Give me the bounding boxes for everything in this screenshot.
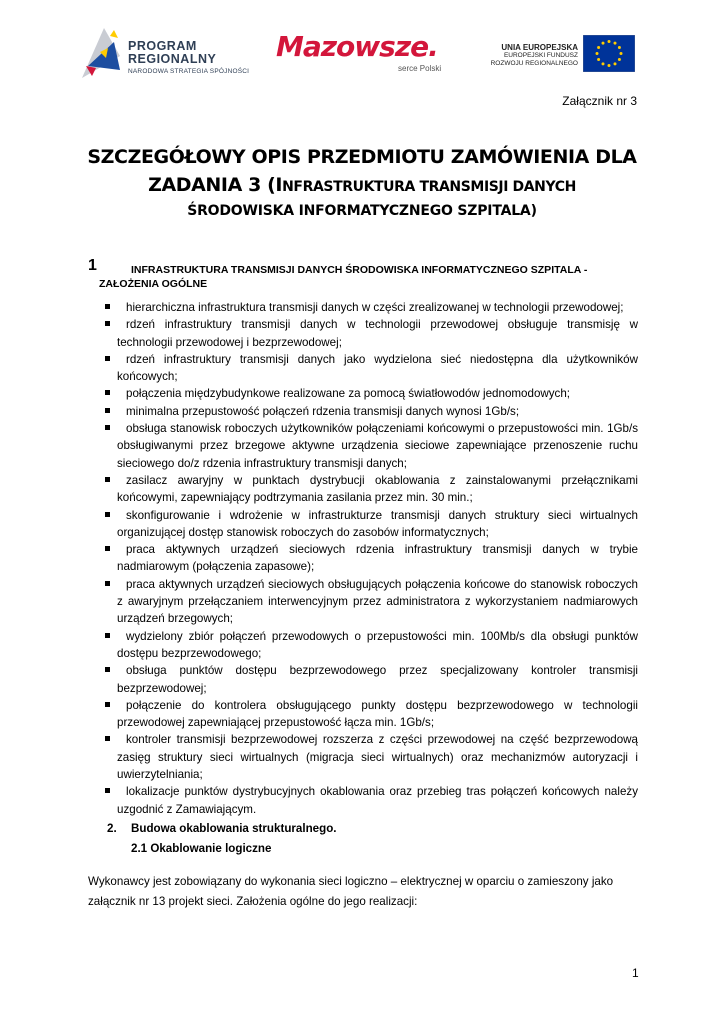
eu-logo-text bbox=[482, 43, 578, 67]
list-item bbox=[102, 576, 638, 628]
list-item bbox=[102, 403, 638, 420]
list-item bbox=[102, 299, 638, 316]
bullet-square-icon bbox=[105, 304, 110, 309]
regionalny-line: REGIONALNY bbox=[128, 52, 217, 66]
section2-title: Budowa okablowania strukturalnego. bbox=[131, 822, 337, 835]
list-item-text: połączenia międzybudynkowe realizowane za pomocą światłowodów jednomodowych; bbox=[126, 387, 571, 401]
mazowsze-logo bbox=[276, 30, 456, 76]
section2-heading bbox=[107, 822, 337, 835]
bullet-square-icon bbox=[105, 667, 110, 672]
bullet-square-icon bbox=[105, 390, 110, 395]
program-regionalny-emblem-icon bbox=[80, 26, 126, 82]
strategy-line: NARODOWA STRATEGIA SPÓJNOŚCI bbox=[128, 68, 250, 75]
list-item bbox=[102, 662, 638, 697]
list-item-text: minimalna przepustowość połączeń rdzenia transmisji danych wynosi 1Gb/s; bbox=[126, 404, 520, 418]
page-number: 1 bbox=[632, 966, 639, 980]
list-item-text: wydzielony zbiór połączeń przewodowych o przepustowości min. 100Mb/s dla obsługi punktów dostępu bezprzewodowego; bbox=[117, 629, 638, 660]
bullet-square-icon bbox=[105, 408, 110, 413]
list-item-text: zasilacz awaryjny w punktach dystrybucji okablowania z zainstalowanymi przełącznikami końcowymi, zapewniający podtrzymania zasilania przez min. 30 min.; bbox=[117, 473, 638, 505]
list-item bbox=[102, 697, 638, 732]
mazowsze-wordmark: Mazowsze. bbox=[276, 30, 438, 63]
bullet-square-icon bbox=[105, 356, 110, 361]
eu-line1: UNIA EUROPEJSKA bbox=[501, 43, 578, 52]
list-item bbox=[102, 385, 638, 402]
list-item bbox=[102, 731, 638, 783]
list-item bbox=[102, 541, 638, 576]
bullet-square-icon bbox=[105, 477, 110, 482]
list-item bbox=[102, 420, 638, 472]
bullet-square-icon bbox=[105, 788, 110, 793]
list-item-text: połączenie do kontrolera obsługującego punkty dostępu bezprzewodowego w technologii przewodowej zapewniającej przepustowość łącza min. 1Gb/s; bbox=[117, 698, 638, 730]
list-item-text: praca aktywnych urządzeń sieciowych rdzenia infrastruktury transmisji danych w trybie nadmiarowym (połączenia zapasowe); bbox=[117, 543, 638, 574]
bullet-square-icon bbox=[105, 736, 110, 741]
mazowsze-tagline: serce Polski bbox=[398, 64, 442, 73]
list-item-text: lokalizacje punktów dystrybucyjnych okablowania oraz przebieg tras połączeń końcowych należy uzgodnić z Zamawiającym. bbox=[117, 785, 638, 816]
bullet-square-icon bbox=[105, 321, 110, 326]
section2-number: 2. bbox=[107, 822, 117, 835]
list-item bbox=[102, 472, 638, 507]
list-item bbox=[102, 783, 638, 818]
requirements-list bbox=[102, 299, 638, 818]
list-item bbox=[102, 628, 638, 663]
list-item-text: praca aktywnych urządzeń sieciowych obsługujących połączenia końcowe do stanowisk roboczych z awaryjnym przełączaniem interwencyjnym przez administratora z wykorzystaniem nadmiarowych urządzeń brzegowych; bbox=[117, 577, 638, 626]
program-regionalny-text bbox=[128, 40, 249, 75]
list-item-text: obsługa stanowisk roboczych użytkowników połączeniami końcowymi o przepustowości min. 1Gb/s obsługiwanymi przez brzegowe aktywne urządzenia sieciowe zapewniające przenoszenie ruchu sieciowego do/z rdzenia infrastruktury transmisji danych; bbox=[117, 422, 638, 470]
title-line2-part-b: NFRASTRUKTURA TRANSMISJI DANYCH bbox=[282, 179, 576, 195]
program-line: PROGRAM bbox=[128, 39, 197, 53]
list-item bbox=[102, 316, 638, 351]
eu-line3: ROZWOJU REGIONALNEGO bbox=[490, 59, 578, 67]
eu-line2: EUROPEJSKI FUNDUSZ bbox=[503, 52, 578, 59]
subsection-heading: 2.1 Okablowanie logiczne bbox=[131, 842, 272, 855]
document-title-line1: SZCZEGÓŁOWY OPIS PRZEDMIOTU ZAMÓWIENIA DLA bbox=[87, 146, 637, 168]
annex-label: Załącznik nr 3 bbox=[562, 94, 637, 108]
bullet-square-icon bbox=[105, 633, 110, 638]
section2-paragraph: Wykonawcy jest zobowiązany do wykonania sieci logiczno – elektrycznej w oparciu o zamieszony jako załącznik nr 13 projekt sieci. Założenia ogólne do jego realizacji: bbox=[88, 875, 614, 908]
list-item-text: rdzeń infrastruktury transmisji danych w technologii przewodowej obsługuje transmisję w technologii przewodowej i bezprzewodowej; bbox=[117, 318, 638, 349]
bullet-square-icon bbox=[105, 425, 110, 430]
list-item-text: hierarchiczna infrastruktura transmisji danych w części zrealizowanej w technologii przewodowej; bbox=[126, 301, 624, 314]
bullet-square-icon bbox=[105, 546, 110, 551]
list-item-text: obsługa punktów dostępu bezprzewodowego przez specjalizowany kontroler transmisji bezprzewodowej; bbox=[117, 664, 638, 695]
section1-title: INFRASTRUKTURA TRANSMISJI DANYCH ŚRODOWISKA INFORMATYCZNEGO SZPITALA - bbox=[131, 264, 588, 276]
document-title-line2 bbox=[60, 174, 664, 196]
list-item-text: skonfigurowanie i wdrożenie w infrastrukturze transmisji danych struktury sieci wirtualnych organizującej dostęp stanowisk roboczych do zasobów informatycznych; bbox=[117, 508, 638, 539]
list-item-text: kontroler transmisji bezprzewodowej rozszerza z części przewodowej na część bezprzewodową zasięg struktury sieci wirtualnych (migracja sieci wirtualnych) oraz mechanizmów autoryzacji i uwierzytelniania; bbox=[117, 733, 638, 782]
eu-flag-icon bbox=[583, 35, 635, 72]
title-line2-part-a: ZADANIA 3 (I bbox=[148, 174, 283, 196]
section1-number: 1 bbox=[88, 257, 97, 274]
bullet-square-icon bbox=[105, 702, 110, 707]
list-item bbox=[102, 507, 638, 542]
list-item bbox=[102, 351, 638, 386]
section1-title-cont: ZAŁOŻENIA OGÓLNE bbox=[99, 278, 208, 290]
document-title-line3: ŚRODOWISKA INFORMATYCZNEGO SZPITALA) bbox=[187, 203, 537, 219]
bullet-square-icon bbox=[105, 512, 110, 517]
list-item-text: rdzeń infrastruktury transmisji danych jako wydzielona sieć niedostępna dla użytkowników końcowych; bbox=[117, 352, 638, 384]
bullet-square-icon bbox=[105, 581, 110, 586]
